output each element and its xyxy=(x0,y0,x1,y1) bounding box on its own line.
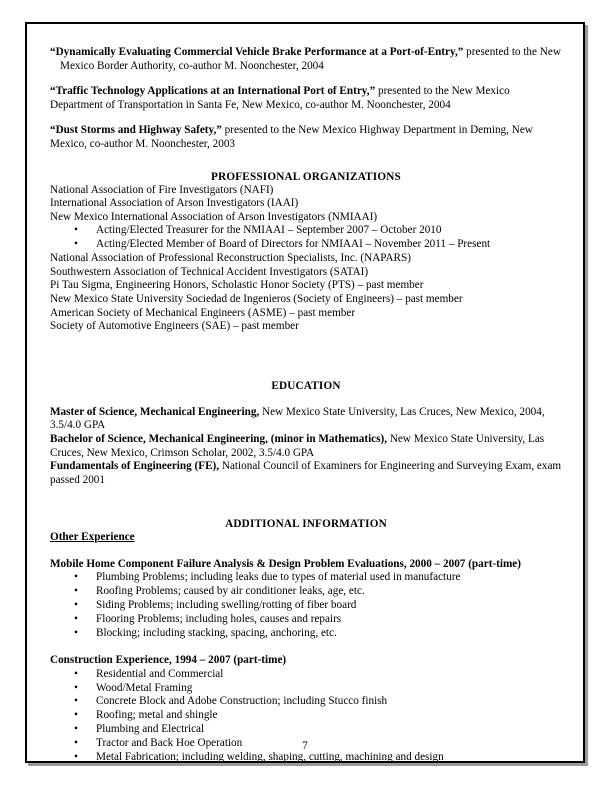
education-entry xyxy=(50,460,562,487)
list-item: • Blocking; including stacking, spacing, anchoring, etc. xyxy=(50,627,562,641)
page-content-area xyxy=(50,46,562,765)
list-item: • Wood/Metal Framing xyxy=(50,682,562,696)
document-page xyxy=(25,22,585,763)
publication-title: “Traffic Technology Applications at an International Port of Entry,” xyxy=(50,85,376,98)
organization-item: New Mexico State University Sociedad de Ingenieros (Society of Engineers) – past member xyxy=(50,292,463,305)
organization-item: Society of Automotive Engineers (SAE) – past member xyxy=(50,320,299,333)
page-number: 7 xyxy=(302,740,308,752)
publication-detail: presented to the New Mexico Highway Department in Deming, New Mexico, co-author M. Noonchester, 2003 xyxy=(50,124,533,150)
education-detail: National Council of Examiners for Engineering and Surveying Exam, exam passed 2001 xyxy=(50,460,562,486)
list-item: • Concrete Block and Adobe Construction; including Stucco finish xyxy=(50,695,562,709)
professional-organizations-section xyxy=(50,170,562,334)
organization-item: National Association of Professional Reconstruction Specialists, Inc. (NAPARS) xyxy=(50,252,411,265)
experience-bullet-list xyxy=(50,571,562,641)
education-degree: Bachelor of Science, Mechanical Engineering, (minor in Mathematics), xyxy=(50,432,388,445)
list-item: • Acting/Elected Treasurer for the NMIAAI – September 2007 – October 2010 xyxy=(50,224,562,238)
publication-title: “Dust Storms and Highway Safety,” xyxy=(50,124,222,137)
spacer xyxy=(50,545,562,558)
education-degree: Master of Science, Mechanical Engineering, xyxy=(50,405,260,418)
education-detail: New Mexico State University, Las Cruces, New Mexico, 2004, 3.5/4.0 GPA xyxy=(50,405,545,432)
spacer xyxy=(50,393,562,406)
publication-title: “Dynamically Evaluating Commercial Vehicle Brake Performance at a Port-of-Entry,” xyxy=(50,46,464,58)
list-item: • Tractor and Back Hoe Operation xyxy=(50,737,562,751)
list-item: • Flooring Problems; including holes, causes and repairs xyxy=(50,613,562,627)
education-degree: Fundamentals of Engineering (FE), xyxy=(50,460,220,473)
list-item: • Roofing Problems; caused by air conditioner leaks, age, etc. xyxy=(50,585,562,599)
list-item: • Acting/Elected Member of Board of Directors for NMIAAI – November 2011 – Present xyxy=(50,238,562,252)
organization-item: National Association of Fire Investigators (NAFI) xyxy=(50,183,274,196)
experience-group-title: Construction Experience, 1994 – 2007 (part-time) xyxy=(50,654,287,666)
section-heading-additional-information: ADDITIONAL INFORMATION xyxy=(225,518,387,531)
publications-section xyxy=(50,46,562,152)
experience-group-title: Mobile Home Component Failure Analysis & Design Problem Evaluations, 2000 – 2007 (part-time) xyxy=(50,557,521,570)
list-item: • Roofing; metal and shingle xyxy=(50,709,562,723)
publication-detail: presented to the New Mexico Department of Transportation in Santa Fe, New Mexico, co-author M. Noonchester, 2004 xyxy=(50,85,510,111)
publication-entry xyxy=(50,124,562,151)
section-heading-education: EDUCATION xyxy=(271,379,341,392)
subheading-other-experience: Other Experience xyxy=(50,531,135,544)
organization-bullet-list xyxy=(50,224,562,252)
publication-entry xyxy=(50,85,562,112)
list-item: • Siding Problems; including swelling/rotting of fiber board xyxy=(50,599,562,613)
list-item: • Plumbing Problems; including leaks due to types of material used in manufacture xyxy=(50,571,562,585)
organization-item: Pi Tau Sigma, Engineering Honors, Scholastic Honor Society (PTS) – past member xyxy=(50,279,424,292)
education-section xyxy=(50,379,562,488)
organization-item: International Association of Arson Investigators (IAAI) xyxy=(50,197,299,210)
spacer xyxy=(50,487,562,517)
publication-detail: presented to the New Mexico Border Authority, co-author M. Noonchester, 2004 xyxy=(60,46,561,72)
list-item: • Plumbing and Electrical xyxy=(50,723,562,737)
education-entry xyxy=(50,406,562,433)
publication-entry xyxy=(50,46,562,73)
section-heading-professional-organizations: PROFESSIONAL ORGANIZATIONS xyxy=(211,170,401,183)
spacer xyxy=(50,641,562,654)
list-item: • Metal Fabrication; including welding, shaping, cutting, machining and design xyxy=(50,751,562,765)
organization-item: New Mexico International Association of Arson Investigators (NMIAAI) xyxy=(50,210,378,223)
spacer xyxy=(50,334,562,379)
education-detail: New Mexico State University, Las Cruces, New Mexico, Crimson Scholar, 2002, 3.5/4.0 GPA xyxy=(50,432,545,459)
additional-information-section xyxy=(50,517,562,765)
organization-item: Southwestern Association of Technical Accident Investigators (SATAI) xyxy=(50,265,369,278)
education-entry xyxy=(50,433,562,460)
organization-item: American Society of Mechanical Engineers (ASME) – past member xyxy=(50,306,356,319)
list-item: • Residential and Commercial xyxy=(50,668,562,682)
